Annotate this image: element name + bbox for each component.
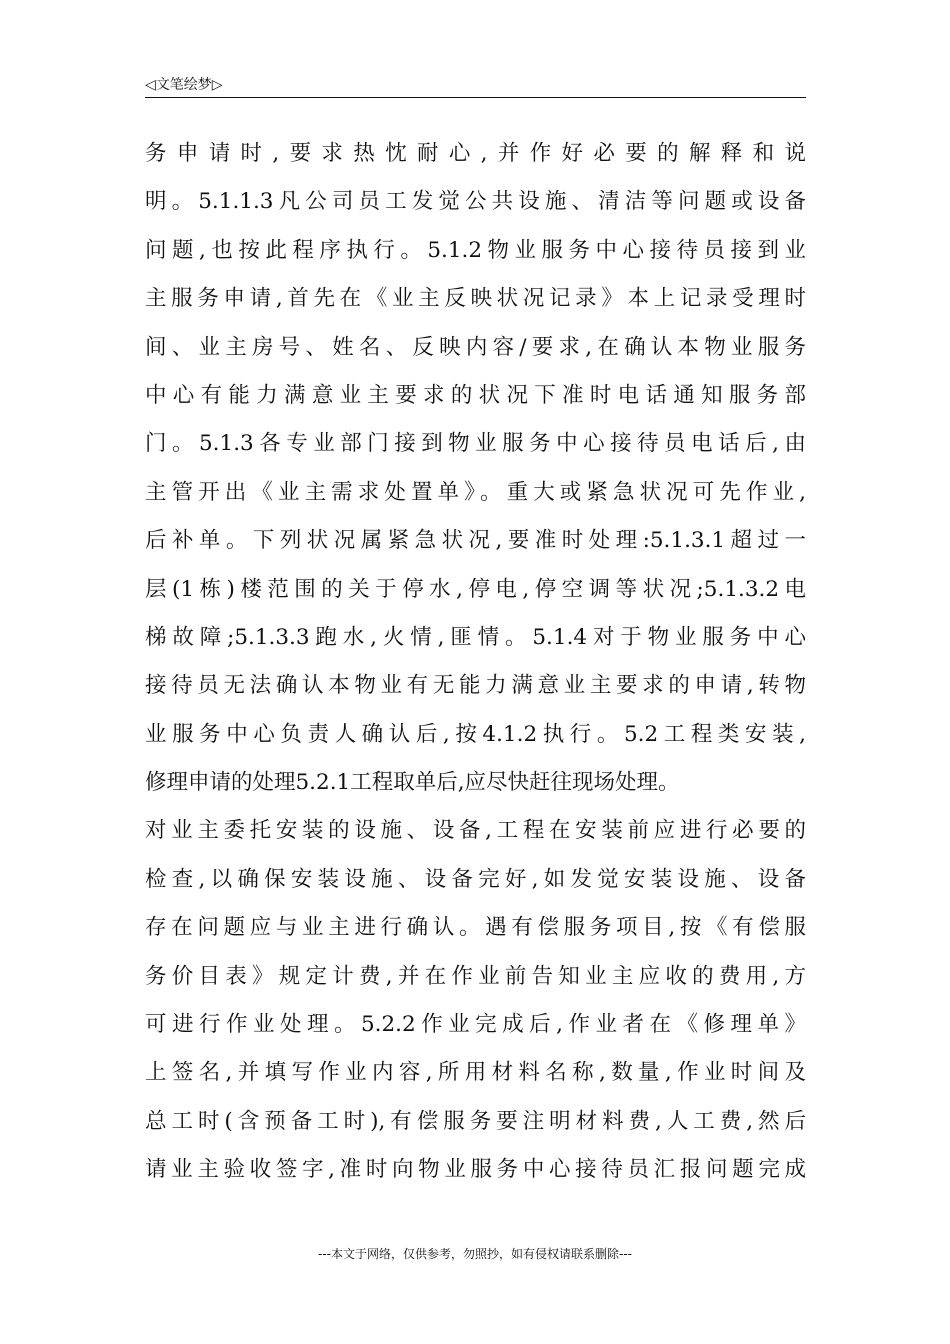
body-line: 业服务中心负责人确认后,按4.1.2执行。5.2工程类安装, xyxy=(145,721,806,747)
body-line: 存在问题应与业主进行确认。遇有偿服务项目,按《有偿服 xyxy=(145,915,806,941)
body-line: 梯故障;5.1.3.3跑水,火情,匪情。5.1.4对于物业服务中心 xyxy=(145,624,806,650)
body-line: 门。5.1.3各专业部门接到物业服务中心接待员电话后,由 xyxy=(145,431,806,457)
body-line: 接待员无法确认本物业有无能力满意业主要求的申请,转物 xyxy=(145,673,806,699)
body-line: 可进行作业处理。5.2.2作业完成后,作业者在《修理单》 xyxy=(145,1012,806,1038)
body-line: 后补单。下列状况属紧急状况,要准时处理:5.1.3.1超过一 xyxy=(145,528,806,554)
body-line: 上签名,并填写作业内容,所用材料名称,数量,作业时间及 xyxy=(145,1060,806,1086)
page-footer: ---本文于网络，仅供参考，勿照抄，如有侵权请联系删除--- xyxy=(318,1247,632,1261)
header-rule xyxy=(145,97,806,98)
body-line: 务申请时,要求热忱耐心,并作好必要的解释和说 xyxy=(145,141,806,166)
header-label: ◁文笔绘梦▷ xyxy=(145,77,223,93)
body-line: 主管开出《业主需求处置单》。重大或紧急状况可先作业, xyxy=(145,479,806,505)
body-line: 总工时(含预备工时),有偿服务要注明材料费,人工费,然后 xyxy=(145,1108,806,1134)
body-line: 层(1栋)楼范围的关于停水,停电,停空调等状况;5.1.3.2电 xyxy=(145,576,806,602)
body-line: 明。5.1.1.3凡公司员工发觉公共设施、清洁等问题或设备 xyxy=(145,189,806,215)
body-line: 主服务申请,首先在《业主反映状况记录》本上记录受理时 xyxy=(145,286,806,312)
body-text xyxy=(145,130,806,1195)
body-line: 问题,也按此程序执行。5.1.2物业服务中心接待员接到业 xyxy=(145,237,806,263)
body-line: 间、业主房号、姓名、反映内容/要求,在确认本物业服务 xyxy=(145,334,806,360)
body-line: 修理申请的处理5.2.1工程取单后,应尽快赶往现场处理。 xyxy=(145,770,680,796)
body-line: 请业主验收签字,准时向物业服务中心接待员汇报问题完成 xyxy=(145,1157,806,1183)
body-line: 务价目表》规定计费,并在作业前告知业主应收的费用,方 xyxy=(145,963,806,989)
body-line: 对业主委托安装的设施、设备,工程在安装前应进行必要的 xyxy=(145,818,806,844)
body-line: 中心有能力满意业主要求的状况下准时电话通知服务部 xyxy=(145,382,806,408)
body-line: 检查,以确保安装设施、设备完好,如发觉安装设施、设备 xyxy=(145,866,806,892)
page-header xyxy=(145,74,806,98)
